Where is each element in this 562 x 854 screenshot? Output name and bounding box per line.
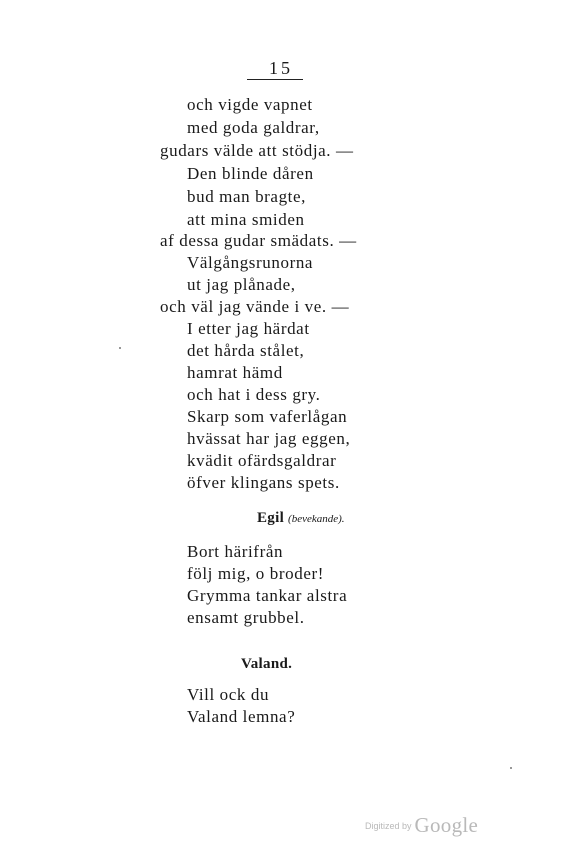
verse-line: och vigde vapnet (187, 95, 313, 114)
verse-line: och hat i dess gry. (187, 385, 321, 404)
verse-line: det hårda stålet, (187, 341, 305, 360)
verse-line: ut jag plånade, (187, 275, 296, 294)
stage-direction: (bevekande). (288, 513, 345, 525)
verse-line: ensamt grubbel. (187, 608, 305, 627)
speaker-name: Egil (257, 510, 285, 526)
verse-line: bud man bragte, (187, 187, 306, 206)
verse-line: öfver klingans spets. (187, 473, 340, 492)
paper-speck (119, 347, 121, 349)
verse-line: kvädit ofärdsgaldrar (187, 451, 337, 470)
verse-line: Skarp som vaferlågan (187, 407, 348, 426)
verse-line: gudars välde att stödja. — (160, 141, 354, 160)
verse-line: af dessa gudar smädats. — (160, 231, 357, 250)
verse-line: Välgångsrunorna (187, 253, 314, 272)
verse-line: att mina smiden (187, 210, 305, 229)
verse-line: Vill ock du (187, 685, 270, 704)
verse-line: med goda galdrar, (187, 118, 320, 137)
speaker-heading-egil (257, 509, 345, 527)
verse-line: I etter jag härdat (187, 319, 310, 338)
speaker-name: Valand. (241, 656, 293, 672)
verse-line: Bort härifrån (187, 542, 284, 561)
page-number-rule (247, 79, 303, 80)
verse-line: hamrat hämd (187, 363, 283, 382)
page-number: 15 (269, 58, 293, 78)
speaker-heading-valand (241, 655, 292, 673)
verse-line: Valand lemna? (187, 707, 296, 726)
digitized-by-watermark (365, 813, 478, 838)
verse-line: följ mig, o broder! (187, 564, 324, 583)
google-logo-text: Google (414, 813, 479, 837)
digitized-prefix: Digitized by (365, 821, 412, 831)
verse-line: och väl jag vände i ve. — (160, 297, 350, 316)
paper-speck (510, 767, 512, 769)
verse-line: hvässat har jag eggen, (187, 429, 351, 448)
verse-line: Den blinde dåren (187, 164, 314, 183)
verse-line: Grymma tankar alstra (187, 586, 348, 605)
